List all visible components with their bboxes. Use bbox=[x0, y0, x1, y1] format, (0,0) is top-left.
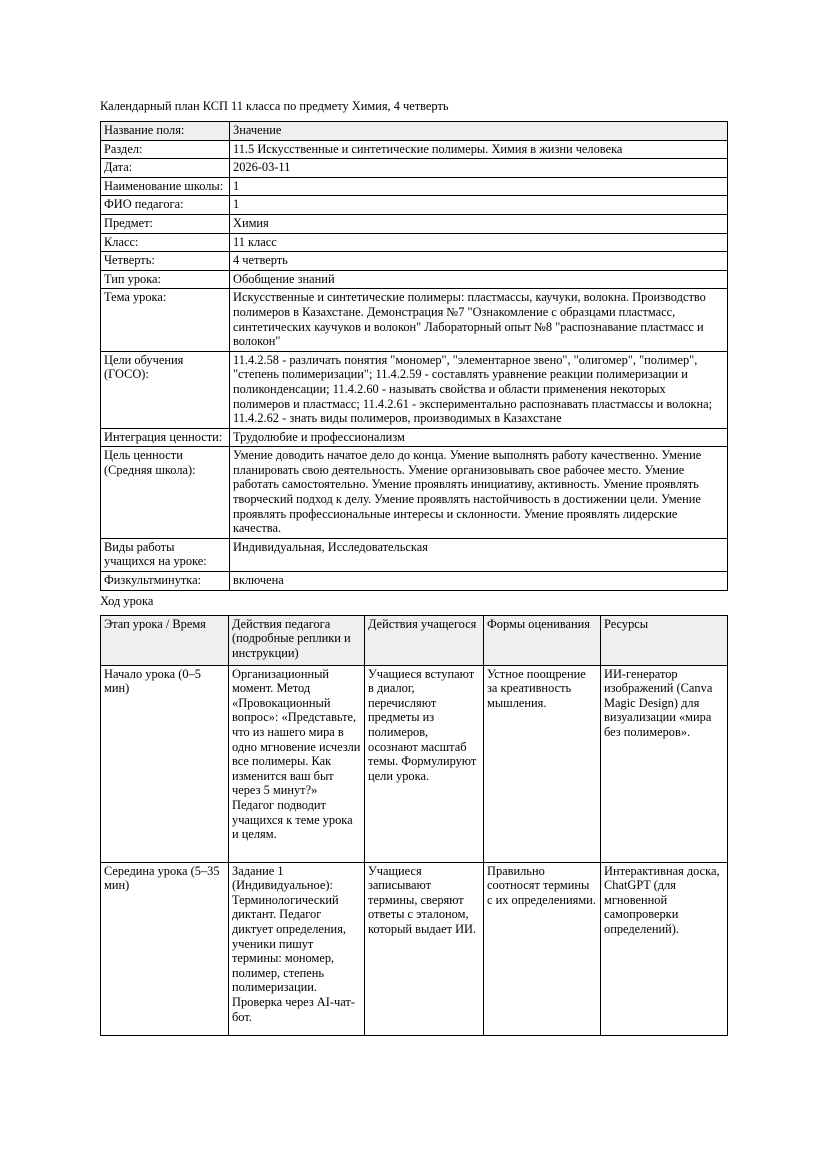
field-value: 2026-03-11 bbox=[230, 159, 728, 178]
field-name: Предмет: bbox=[101, 214, 230, 233]
field-name: Дата: bbox=[101, 159, 230, 178]
table-row bbox=[101, 447, 728, 539]
field-value: 11 класс bbox=[230, 233, 728, 252]
table-row bbox=[101, 159, 728, 178]
field-name: Цели обучения (ГОСО): bbox=[101, 351, 230, 428]
cell-student-actions: Учащиеся вступают в диалог, перечисляют предметы из полимеров, осознают масштаб темы. Формулируют цели урока. bbox=[365, 665, 484, 862]
table-row bbox=[101, 214, 728, 233]
table-row bbox=[101, 289, 728, 351]
field-value: Обобщение знаний bbox=[230, 270, 728, 289]
field-name: Раздел: bbox=[101, 140, 230, 159]
field-value: 1 bbox=[230, 196, 728, 215]
column-header-field-value: Значение bbox=[230, 122, 728, 141]
lesson-flow-body bbox=[101, 615, 728, 1035]
table-header-row bbox=[101, 615, 728, 665]
lesson-flow-table bbox=[100, 615, 728, 1036]
column-header-field-name: Название поля: bbox=[101, 122, 230, 141]
field-name: ФИО педагога: bbox=[101, 196, 230, 215]
cell-assessment-forms: Устное поощрение за креативность мышления. bbox=[484, 665, 601, 862]
field-name: Тема урока: bbox=[101, 289, 230, 351]
field-name: Наименование школы: bbox=[101, 177, 230, 196]
field-value: Химия bbox=[230, 214, 728, 233]
column-header-teacher-actions: Действия педагога (подробные реплики и инструкции) bbox=[229, 615, 365, 665]
field-value: 1 bbox=[230, 177, 728, 196]
cell-stage: Начало урока (0–5 мин) bbox=[101, 665, 229, 862]
table-row bbox=[101, 538, 728, 571]
field-name: Тип урока: bbox=[101, 270, 230, 289]
column-header-student-actions: Действия учащегося bbox=[365, 615, 484, 665]
field-name: Цель ценности (Средняя школа): bbox=[101, 447, 230, 539]
lesson-fields-table bbox=[100, 121, 728, 591]
field-name: Класс: bbox=[101, 233, 230, 252]
field-name: Виды работы учащихся на уроке: bbox=[101, 538, 230, 571]
column-header-assessment-forms: Формы оценивания bbox=[484, 615, 601, 665]
column-header-resources: Ресурсы bbox=[601, 615, 728, 665]
column-header-stage: Этап урока / Время bbox=[101, 615, 229, 665]
field-value: Искусственные и синтетические полимеры: пластмассы, каучуки, волокна. Производство полимеров в Казахстане. Демонстрация №7 "Ознакомление с образцами пластмасс, синтетических каучуков и волокон" Лабораторный опыт №8 "распознавание пластмасс и волокон" bbox=[230, 289, 728, 351]
cell-stage: Середина урока (5–35 мин) bbox=[101, 862, 229, 1035]
field-value: включена bbox=[230, 572, 728, 591]
field-value: 11.4.2.58 - различать понятия "мономер", "элементарное звено", "олигомер", "полимер", "степень полимеризации"; 11.4.2.59 - составлять уравнение реакции полимеризации и поликонденсации; 11.4.2.60 - называть свойства и области применения некоторых полимеров и пластмасс; 11.4.2.61 - экспериментально распознавать пластмассы и волокна; 11.4.2.62 - знать виды полимеров, производимых в Казахстане bbox=[230, 351, 728, 428]
cell-resources: ИИ-генератор изображений (Canva Magic Design) для визуализации «мира без полимеров». bbox=[601, 665, 728, 862]
table-row bbox=[101, 428, 728, 447]
table-row bbox=[101, 252, 728, 271]
field-value: Трудолюбие и профессионализм bbox=[230, 428, 728, 447]
table-row bbox=[101, 351, 728, 428]
table-row bbox=[101, 140, 728, 159]
field-value: 11.5 Искусственные и синтетические полимеры. Химия в жизни человека bbox=[230, 140, 728, 159]
field-value: Умение доводить начатое дело до конца. Умение выполнять работу качественно. Умение планировать свою деятельность. Умение организовывать свое рабочее место. Умение работать самостоятельно. Умение проявлять инициативу, активность. Умение проявлять творческий подход к делу. Умение проявлять настойчивость в достижении цели. Умение проявлять профессиональные интересы и склонности. Умение проявлять лидерские качества. bbox=[230, 447, 728, 539]
field-value: Индивидуальная, Исследовательская bbox=[230, 538, 728, 571]
table-row bbox=[101, 665, 728, 862]
cell-student-actions: Учащиеся записывают термины, сверяют ответы с эталоном, который выдает ИИ. bbox=[365, 862, 484, 1035]
field-value: 4 четверть bbox=[230, 252, 728, 271]
cell-teacher-actions: Задание 1 (Индивидуальное): Терминологический диктант. Педагог диктует определения, ученики пишут термины: мономер, полимер, степень полимеризации. Проверка через AI-чат-бот. bbox=[229, 862, 365, 1035]
section-caption-lesson-flow: Ход урока bbox=[100, 593, 154, 608]
table-row bbox=[101, 270, 728, 289]
lesson-fields-body bbox=[101, 122, 728, 591]
field-name: Четверть: bbox=[101, 252, 230, 271]
page-title: Календарный план КСП 11 класса по предмету Химия, 4 четверть bbox=[100, 99, 449, 113]
table-row bbox=[101, 196, 728, 215]
table-row bbox=[101, 862, 728, 1035]
cell-assessment-forms: Правильно соотносят термины с их определениями. bbox=[484, 862, 601, 1035]
table-row bbox=[101, 177, 728, 196]
table-row bbox=[101, 572, 728, 591]
field-name: Физкультминутка: bbox=[101, 572, 230, 591]
cell-resources: Интерактивная доска, ChatGPT (для мгновенной самопроверки определений). bbox=[601, 862, 728, 1035]
field-name: Интеграция ценности: bbox=[101, 428, 230, 447]
table-row bbox=[101, 233, 728, 252]
table-header-row bbox=[101, 122, 728, 141]
cell-teacher-actions: Организационный момент. Метод «Провокационный вопрос»: «Представьте, что из нашего мира в одно мгновение исчезли все полимеры. Как изменится ваш быт через 5 минут?» Педагог подводит учащихся к теме урока и целям. bbox=[229, 665, 365, 862]
